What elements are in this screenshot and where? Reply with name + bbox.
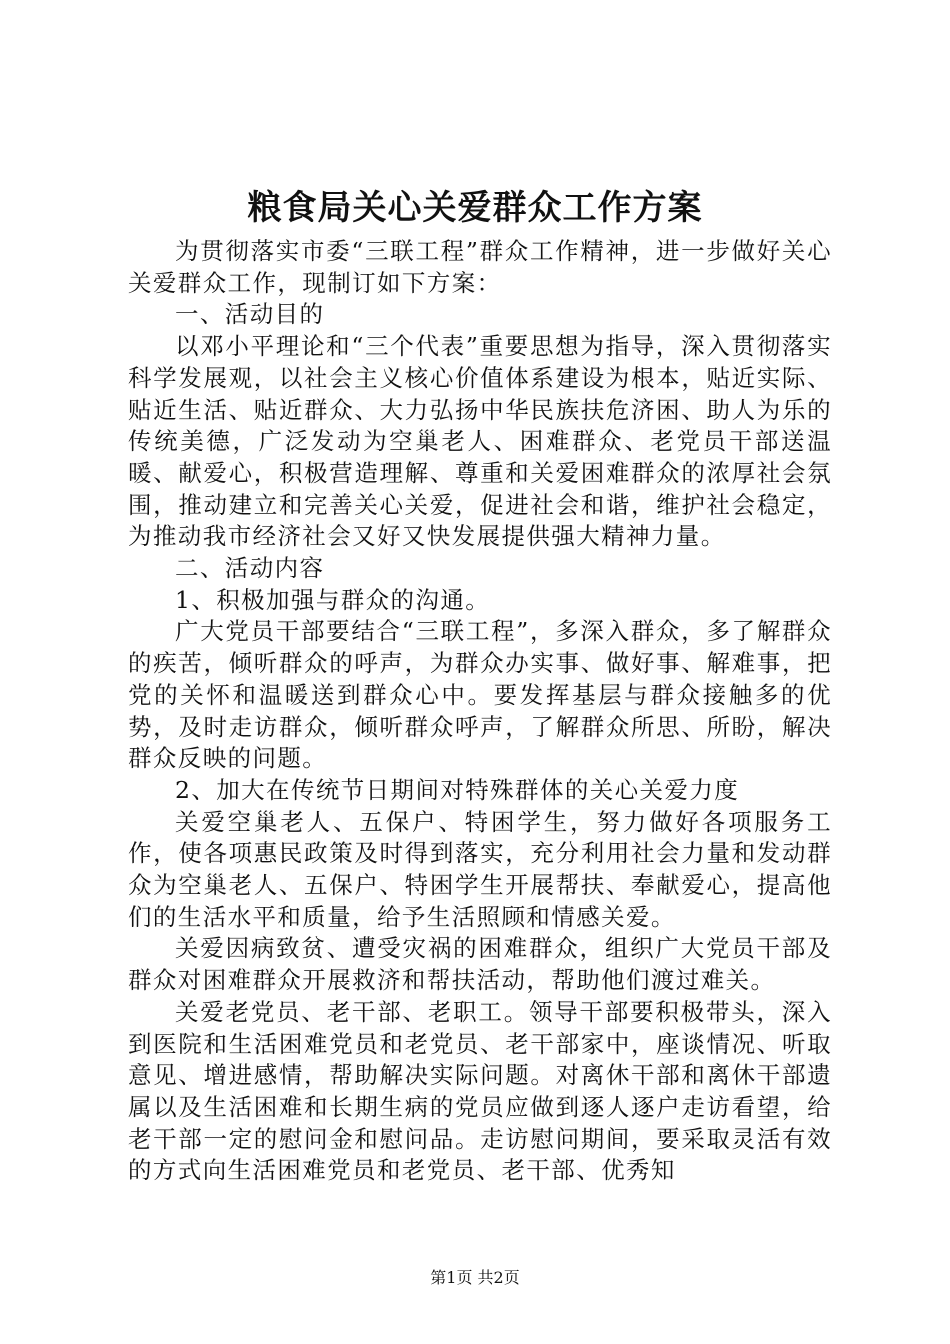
section-heading-purpose: 一、活动目的 [175, 300, 325, 329]
page-footer: 第1页 共2页 [430, 1268, 520, 1287]
paragraph-empty-nest: 关爱空巢老人、五保户、特困学生，努力做好各项服务工作，使各项惠民政策及时得到落实，充分利用社会力量和发动群众为空巢老人、五保户、特困学生开展帮扶、奉献爱心，提高他们的生活水平和质量，给予生活照顾和情感关爱。 [128, 807, 832, 931]
paragraph-purpose: 以邓小平理论和“三个代表”重要思想为指导，深入贯彻落实科学发展观，以社会主义核心价值体系建设为根本，贴近实际、贴近生活、贴近群众、大力弘扬中华民族扶危济困、助人为乐的传统美德，广泛发动为空巢老人、困难群众、老党员干部送温暖、献爱心，积极营造理解、尊重和关爱困难群众的浓厚社会氛围，推动建立和完善关心关爱，促进社会和谐，维护社会稳定，为推动我市经济社会又好又快发展提供强大精神力量。 [128, 332, 832, 551]
paragraph-intro: 为贯彻落实市委“三联工程”群众工作精神，进一步做好关心关爱群众工作，现制订如下方案： [128, 237, 832, 297]
subheading-communication: 1、积极加强与群众的沟通。 [175, 585, 491, 614]
paragraph-illness-poverty: 关爱因病致贫、遭受灾祸的困难群众，组织广大党员干部及群众对困难群众开展救济和帮扶活动，帮助他们渡过难关。 [128, 934, 832, 995]
paragraph-veterans: 关爱老党员、老干部、老职工。领导干部要积极带头，深入到医院和生活困难党员和老党员、老干部家中，座谈情况、听取意见、增进感情，帮助解决实际问题。对离休干部和离休干部遗属以及生活困难和长期生病的党员应做到逐人逐户走访看望，给老干部一定的慰问金和慰问品。走访慰问期间，要采取灵活有效的方式向生活困难党员和老党员、老干部、优秀知 [128, 997, 832, 1185]
document-body [128, 236, 832, 1187]
paragraph-communication: 广大党员干部要结合“三联工程”，多深入群众，多了解群众的疾苦，倾听群众的呼声，为群众办实事、做好事、解难事，把党的关怀和温暖送到群众心中。要发挥基层与群众接触多的优势，及时走访群众，倾听群众呼声，了解群众所思、所盼，解决群众反映的问题。 [128, 617, 832, 773]
section-heading-content: 二、活动内容 [175, 554, 325, 583]
subheading-festival-care: 2、加大在传统节日期间对特殊群体的关心关爱力度 [175, 775, 740, 804]
document-title: 粮食局关心关爱群众工作方案 [247, 188, 703, 228]
